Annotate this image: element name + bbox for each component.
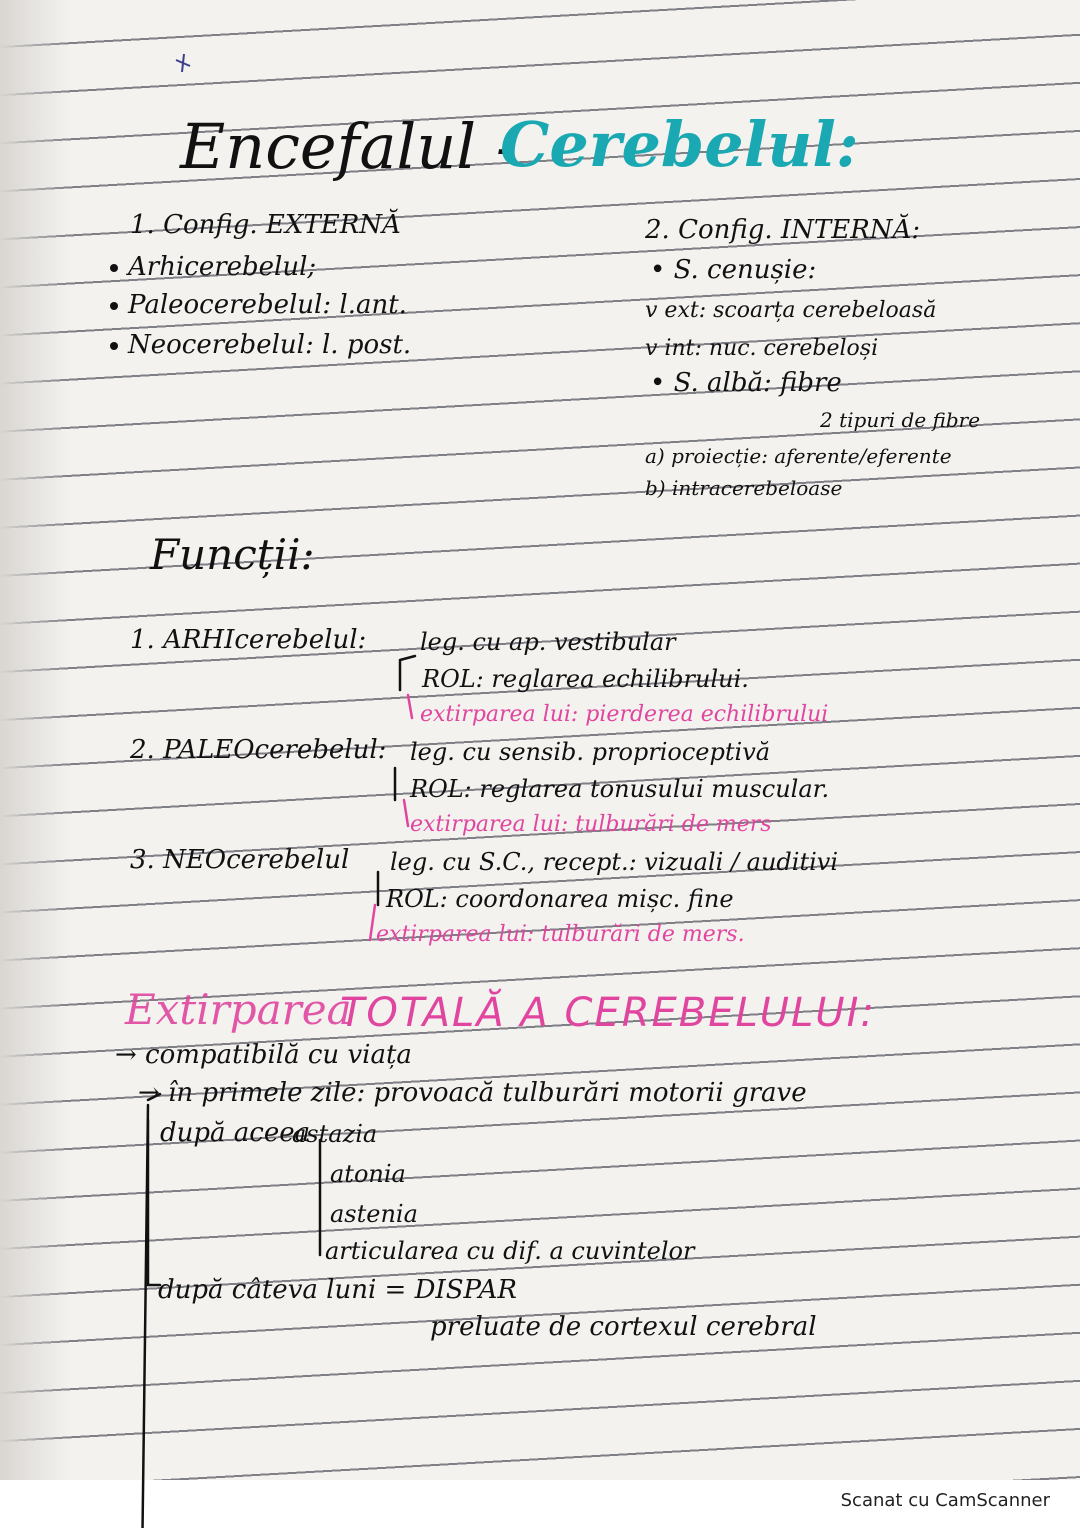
extirpation-symptom: astenia (330, 1200, 418, 1228)
function-extirpation: extirparea lui: pierderea echilibrului (420, 702, 829, 727)
function-name: 3. NEOcerebelul (130, 845, 350, 875)
list-item: 2 tipuri de fibre (820, 408, 981, 432)
extirpation-line: după câteva luni = DISPAR (158, 1275, 517, 1305)
list-item: v ext: scoarța cerebeloasă (645, 298, 937, 323)
bullet-icon (110, 342, 118, 350)
config-internal-heading: 2. Config. INTERNĂ: (645, 215, 921, 245)
list-item (110, 330, 411, 360)
function-role: ROL: reglarea echilibrului. (422, 665, 749, 693)
list-item: v int: nuc. cerebeloși (645, 336, 879, 361)
function-link: leg. cu S.C., recept.: vizuali / auditivi (390, 848, 839, 876)
extirpation-symptom: astazia (292, 1120, 378, 1148)
extirpation-line: → compatibilă cu viața (115, 1040, 412, 1070)
extirpation-heading: TOTALĂ A CEREBELULUI: (340, 990, 876, 1036)
list-item-text: Neocerebelul: l. post. (128, 330, 412, 360)
list-item: • S. cenușie: (650, 255, 817, 285)
bullet-icon (110, 302, 118, 310)
extirpation-symptom: articularea cu dif. a cuvintelor (325, 1237, 695, 1265)
list-item-text: Arhicerebelul; (128, 252, 317, 282)
list-item: • S. albă: fibre (650, 368, 842, 398)
scanner-watermark: Scanat cu CamScanner (840, 1490, 1050, 1511)
function-name: 2. PALEOcerebelul: (130, 735, 387, 765)
list-item-text: Paleocerebelul: l.ant. (128, 290, 407, 320)
list-item (110, 290, 407, 320)
function-extirpation: extirparea lui: tulburări de mers. (376, 922, 745, 947)
page-title-highlight: Cerebelul: (500, 108, 859, 181)
function-role: ROL: reglarea tonusului muscular. (410, 775, 830, 803)
list-item: b) intracerebeloase (645, 476, 843, 500)
extirpation-heading-script: Extirparea (125, 985, 352, 1034)
extirpation-symptom: atonia (330, 1160, 406, 1188)
bullet-icon (110, 264, 118, 272)
function-link: leg. cu sensib. proprioceptivă (410, 738, 771, 766)
extirpation-line: → în primele zile: provoacă tulburări motorii grave (138, 1078, 807, 1108)
extirpation-line: preluate de cortexul cerebral (430, 1312, 817, 1342)
function-name: 1. ARHIcerebelul: (130, 625, 367, 655)
config-external-heading: 1. Config. EXTERNĂ (130, 210, 401, 240)
page-title: Encefalul - (180, 110, 517, 183)
function-role: ROL: coordonarea mișc. fine (386, 885, 734, 913)
list-item (110, 252, 316, 282)
function-link: leg. cu ap. vestibular (420, 628, 676, 656)
list-item: a) proiecție: aferente/eferente (645, 444, 952, 468)
function-extirpation: extirparea lui: tulburări de mers (410, 812, 772, 837)
extirpation-line: după aceea (160, 1118, 311, 1148)
section-heading-functii: Funcții: (150, 530, 315, 579)
